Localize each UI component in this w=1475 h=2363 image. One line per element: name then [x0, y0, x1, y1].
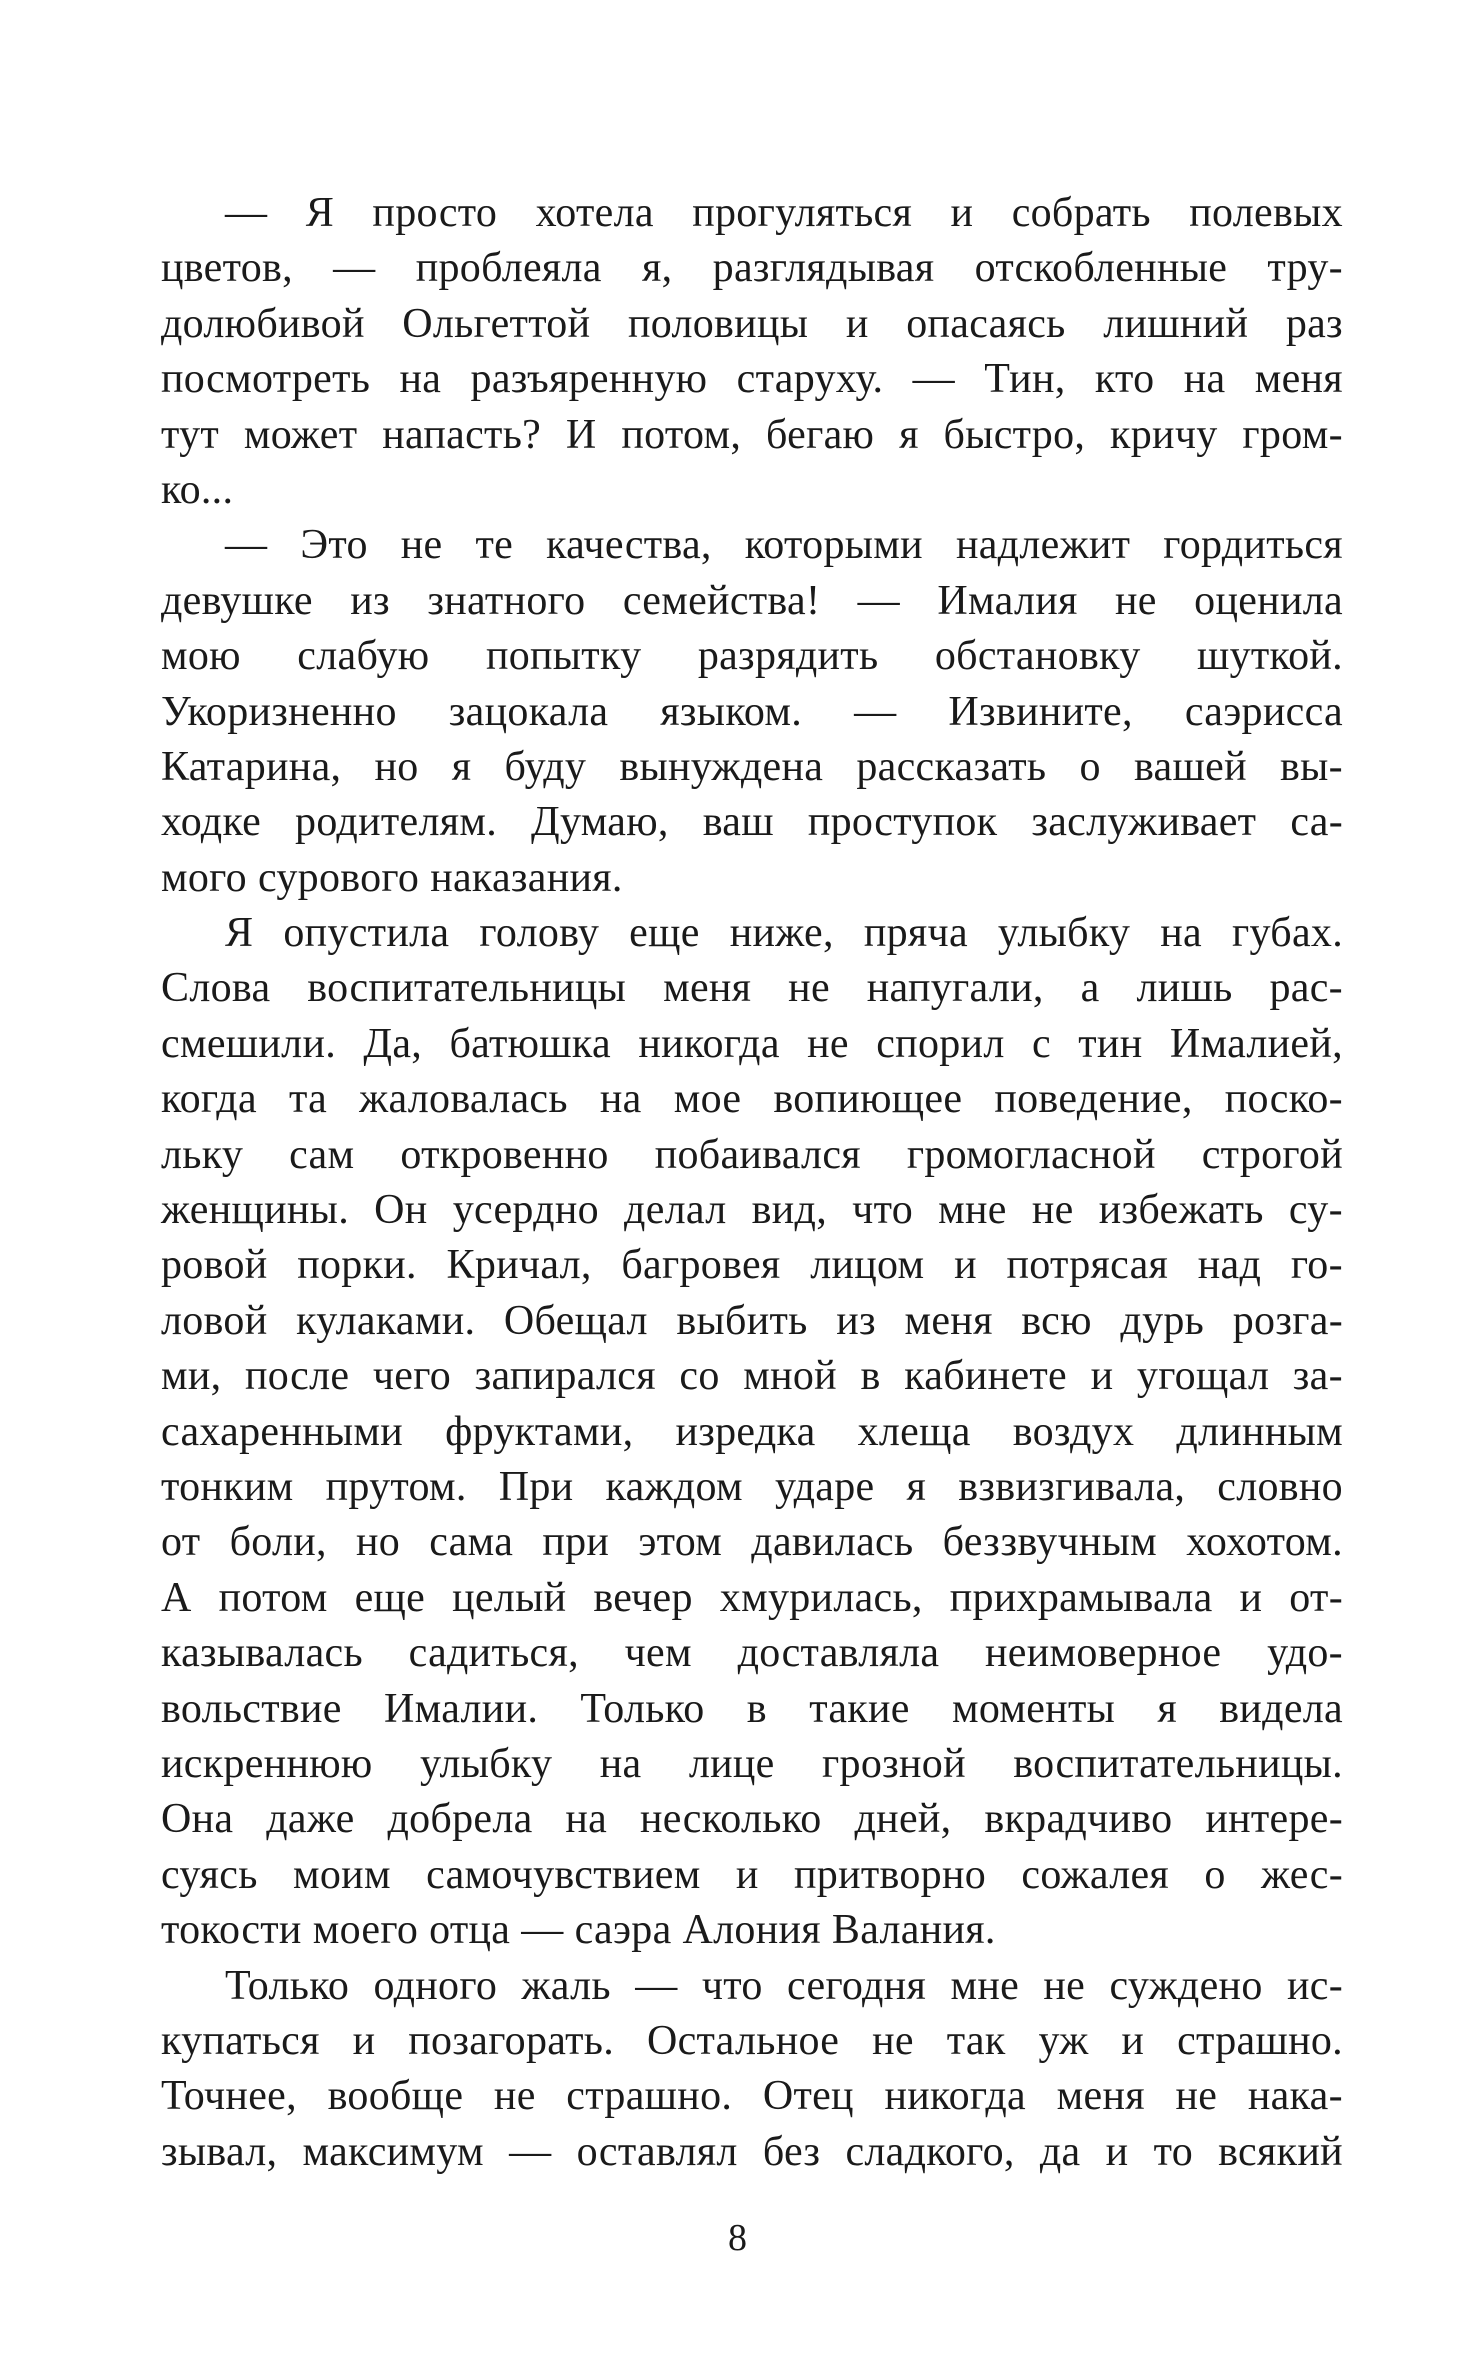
page-number: 8	[728, 2217, 747, 2259]
text-line: тонким прутом. При каждом ударе я взвизгивала, словно	[161, 1463, 1343, 1510]
text-line: посмотреть на разъяренную старуху. — Тин, кто на меня	[161, 356, 1343, 403]
text-line: цветов, — проблеяла я, разглядывая отскобленные тру-	[161, 245, 1343, 292]
text-line: казывалась садиться, чем доставляла неимоверное удо-	[161, 1630, 1343, 1677]
text-line: тут может напасть? И потом, бегаю я быстро, кричу гром-	[161, 411, 1343, 458]
text-line: мого сурового наказания.	[161, 854, 623, 901]
text-line: купаться и позагорать. Остальное не так уж и страшно.	[161, 2017, 1343, 2064]
text-line: долюбивой Ольгеттой половицы и опасаясь лишний раз	[161, 300, 1343, 347]
text-line: женщины. Он усердно делал вид, что мне не избежать су-	[161, 1187, 1343, 1234]
text-line: Укоризненно зацокала языком. — Извините, саэрисса	[161, 688, 1343, 735]
text-line: ходке родителям. Думаю, ваш проступок заслуживает са-	[161, 799, 1343, 846]
text-line: сахаренными фруктами, изредка хлеща воздух длинным	[161, 1408, 1343, 1455]
text-line: ровой порки. Кричал, багровея лицом и потрясая над го-	[161, 1242, 1343, 1289]
text-line: Только одного жаль — что сегодня мне не суждено ис-	[225, 1962, 1343, 2009]
text-line: вольствие Ималии. Только в такие моменты я видела	[161, 1685, 1343, 1732]
text-line: Слова воспитательницы меня не напугали, а лишь рас-	[161, 965, 1343, 1012]
text-line: Она даже добрела на несколько дней, вкрадчиво интере-	[161, 1796, 1343, 1843]
text-line: от боли, но сама при этом давилась беззвучным хохотом.	[161, 1519, 1343, 1566]
text-line: ми, после чего запирался со мной в кабинете и угощал за-	[161, 1353, 1343, 1400]
text-line: льку сам откровенно побаивался громогласной строгой	[161, 1131, 1343, 1178]
text-line: — Я просто хотела прогуляться и собрать полевых	[225, 190, 1343, 236]
text-line: мою слабую попытку разрядить обстановку шуткой.	[161, 633, 1343, 680]
text-line: ко...	[161, 466, 234, 513]
text-line: Я опустила голову еще ниже, пряча улыбку на губах.	[225, 910, 1343, 957]
text-line: суясь моим самочувствием и притворно сожалея о жес-	[161, 1851, 1343, 1898]
text-line: А потом еще целый вечер хмурилась, прихрамывала и от-	[161, 1574, 1343, 1621]
text-line: ловой кулаками. Обещал выбить из меня всю дурь розга-	[161, 1297, 1343, 1344]
text-line: Катарина, но я буду вынуждена рассказать о вашей вы-	[161, 743, 1343, 790]
text-line: Точнее, вообще не страшно. Отец никогда меня не нака-	[161, 2073, 1343, 2120]
text-line: девушке из знатного семейства! — Ималия не оценила	[161, 577, 1343, 624]
body-text	[161, 186, 1343, 2180]
text-line: смешили. Да, батюшка никогда не спорил с тин Ималией,	[161, 1020, 1343, 1067]
text-line: токости моего отца — саэра Алония Валания.	[161, 1907, 996, 1954]
text-line: — Это не те качества, которыми надлежит гордиться	[225, 522, 1343, 569]
text-line: зывал, максимум — оставлял без сладкого, да и то всякий	[161, 2128, 1343, 2175]
text-line: искреннюю улыбку на лице грозной воспитательницы.	[161, 1740, 1343, 1787]
text-line: когда та жаловалась на мое вопиющее поведение, поско-	[161, 1076, 1343, 1123]
